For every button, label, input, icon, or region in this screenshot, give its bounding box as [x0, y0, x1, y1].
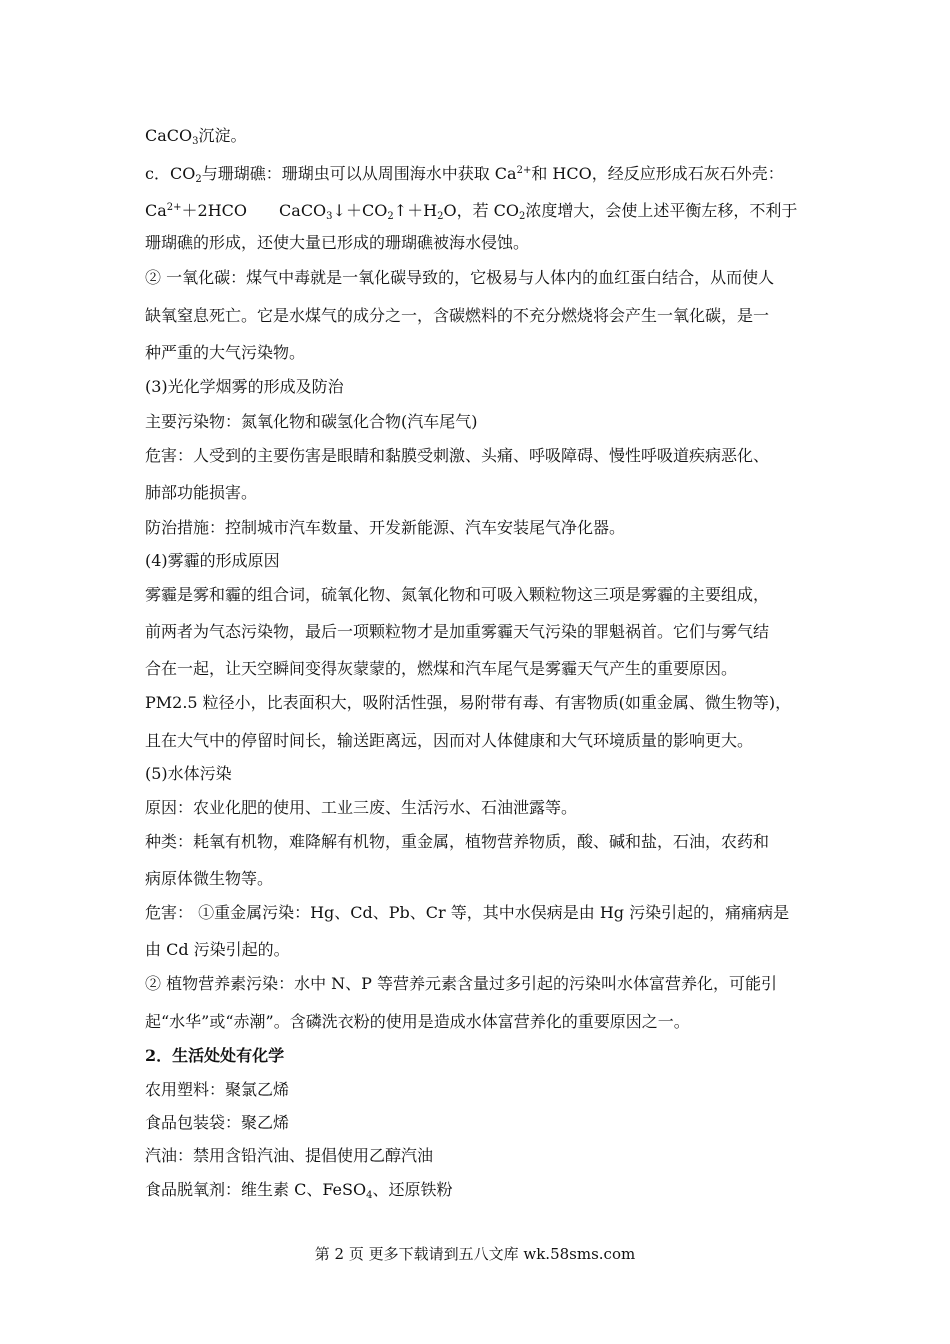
text-line-30: 汽油：禁用含铅汽油、提倡使用乙醇汽油	[145, 1146, 434, 1165]
text-line-2: c．$CO_2$与珊瑚礁：珊瑚虫可以从周围海水中获取 $Ca^{2+}$和 HCO，经反应形成石灰石外壳：	[145, 164, 784, 185]
text-line-9: 主要污染物：氮氧化物和碳氢化合物(汽车尾气)	[145, 412, 478, 431]
text-line-29: 食品包装袋：聚乙烯	[145, 1113, 290, 1132]
page-footer: 第 2 页 更多下载请到五八文库 wk.58sms.com	[314, 1245, 636, 1263]
text-line-14: 雾霾是雾和霾的组合词，硫氧化物、氮氧化物和可吸入颗粒物这三项是雾霾的主要组成，	[145, 585, 770, 604]
section-heading-2: 2．生活处处有化学	[145, 1046, 285, 1065]
section-heading-4: (4)雾霾的形成原因	[145, 551, 280, 570]
text-line-23: 危害： ①重金属污染：Hg、Cd、Pb、Cr 等，其中水俣病是由 Hg 污染引起的，痛痛病是	[145, 903, 790, 922]
text-line-21: 种类：耗氧有机物，难降解有机物，重金属，植物营养物质，酸、碱和盐，石油，农药和	[145, 832, 770, 851]
text-line-4: 珊瑚礁的形成，还使大量已形成的珊瑚礁被海水侵蚀。	[145, 233, 530, 252]
text-line-1: CaCO$_3$沉淀。	[145, 126, 247, 147]
text-line-26: 起“水华”或“赤潮”。含磷洗衣粉的使用是造成水体富营养化的重要原因之一。	[145, 1012, 690, 1031]
text-line-17: PM2.5 粒径小，比表面积大，吸附活性强，易附带有毒、有害物质(如重金属、微生物等)，	[145, 693, 792, 712]
text-line-12: 防治措施：控制城市汽车数量、开发新能源、汽车安装尾气净化器。	[145, 518, 626, 537]
text-line-3-equation: $Ca^{2+}+2HCO$ $CaCO_3↓+CO_2↑+H_2O$，若 $CO_2$浓度增大，会使上述平衡左移，不利于	[145, 201, 798, 222]
text-line-10: 危害：人受到的主要伤害是眼睛和黏膜受刺激、头痛、呼吸障碍、慢性呼吸道疾病恶化、	[145, 446, 770, 465]
text-line-15: 前两者为气态污染物，最后一项颗粒物才是加重雾霾天气污染的罪魁祸首。它们与雾气结	[145, 622, 770, 641]
text-line-20: 原因：农业化肥的使用、工业三废、生活污水、石油泄露等。	[145, 798, 578, 817]
text-line-24: 由 Cd 污染引起的。	[145, 940, 290, 959]
text-line-22: 病原体微生物等。	[145, 869, 274, 888]
text-line-11: 肺部功能损害。	[145, 483, 258, 502]
text-line-5: ② 一氧化碳：煤气中毒就是一氧化碳导致的，它极易与人体内的血红蛋白结合，从而使人	[145, 268, 775, 287]
section-heading-5: (5)水体污染	[145, 764, 232, 783]
text-line-28: 农用塑料：聚氯乙烯	[145, 1080, 290, 1099]
section-heading-3: (3)光化学烟雾的形成及防治	[145, 377, 344, 396]
text-line-16: 合在一起，让天空瞬间变得灰蒙蒙的，燃煤和汽车尾气是雾霾天气产生的重要原因。	[145, 659, 738, 678]
text-line-31: 食品脱氧剂：维生素 C、FeSO$_4$、还原铁粉	[145, 1180, 453, 1201]
text-line-25: ② 植物营养素污染：水中 N、P 等营养元素含量过多引起的污染叫水体富营养化，可能引	[145, 974, 778, 993]
text-line-18: 且在大气中的停留时间长，输送距离远，因而对人体健康和大气环境质量的影响更大。	[145, 731, 754, 750]
text-line-6: 缺氧窒息死亡。它是水煤气的成分之一，含碳燃料的不充分燃烧将会产生一氧化碳，是一	[145, 306, 770, 325]
text-line-7: 种严重的大气污染物。	[145, 343, 306, 362]
